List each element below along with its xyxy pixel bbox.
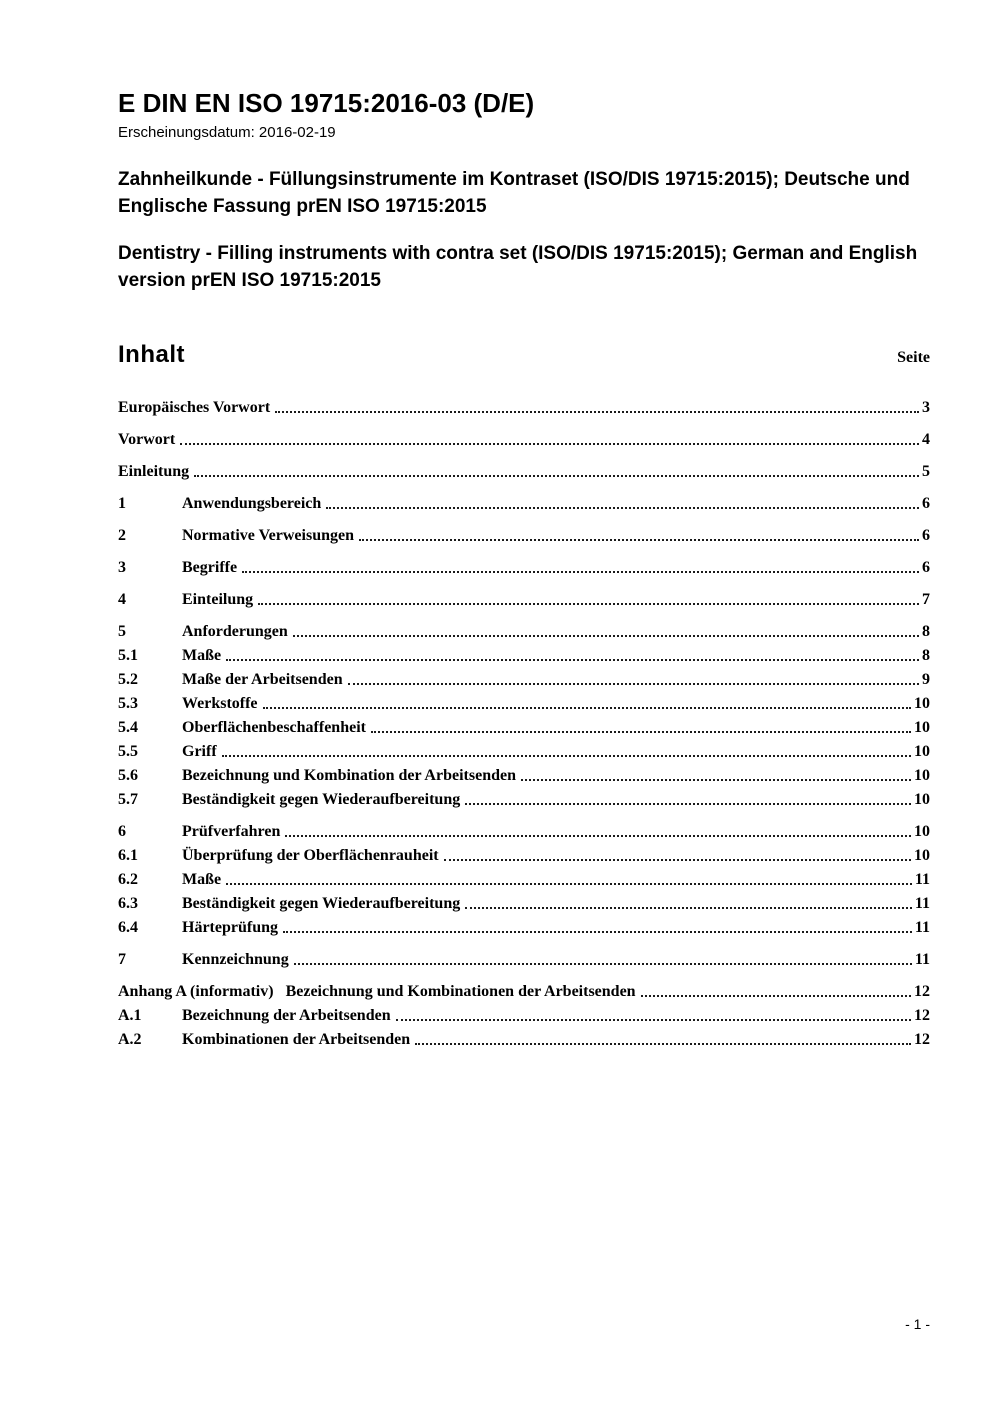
toc-entry-label: Anforderungen [182,622,288,640]
toc-entry-label: Griff [182,742,217,760]
title-german: Zahnheilkunde - Füllungsinstrumente im Kontraset (ISO/DIS 19715:2015); Deutsche und Englische Fassung prEN ISO 19715:2015 [118,169,910,217]
dot-leader [641,995,911,997]
dot-leader [283,931,912,933]
toc-entry-page: 10 [914,846,930,864]
toc-entry-label: Einleitung [118,462,190,480]
toc-entry-page: 11 [914,950,930,968]
dot-leader [194,475,919,477]
toc-entry-label: Maße der Arbeitsenden [182,670,343,688]
toc-entry-page: 11 [914,918,930,936]
toc-entry-page: 10 [914,718,930,736]
toc-entry-number: 5.2 [118,670,138,688]
toc-entry-page: 4 [922,430,930,448]
toc-list [118,399,930,1049]
dot-leader [465,907,912,909]
dot-leader [415,1043,911,1045]
toc-entry [118,871,930,889]
toc-entry-page: 10 [914,766,930,784]
page-content [118,0,930,1049]
toc-entry-label: Kennzeichnung [182,950,289,968]
toc-entry-page: 6 [922,558,930,576]
toc-entry [118,647,930,665]
toc-entry-number: Anhang A (informativ) [118,982,274,1000]
toc-entry-number: 6.3 [118,894,138,912]
toc-heading: Inhalt [118,340,185,368]
toc-entry-number: 5.6 [118,766,138,784]
dot-leader [396,1019,911,1021]
dot-leader [326,507,919,509]
toc-entry-label: Prüfverfahren [182,822,281,840]
toc-entry-page: 10 [914,694,930,712]
toc-entry-number: 5.7 [118,790,138,808]
toc-entry-page: 11 [914,870,930,888]
toc-entry-label: Oberflächenbeschaffenheit [182,718,366,736]
toc-entry [118,695,930,713]
publication-date: Erscheinungsdatum: 2016-02-19 [118,124,336,142]
dot-leader [180,443,919,445]
toc-entry-page: 8 [922,622,930,640]
toc-entry-label: Maße [182,870,222,888]
toc-entry-label: Bezeichnung und Kombinationen der Arbeitsenden [285,982,636,1000]
dot-leader [444,859,911,861]
toc-entry-page: 5 [922,462,930,480]
dot-leader [242,571,919,573]
toc-entry-number: 2 [118,526,126,544]
dot-leader [275,411,919,413]
toc-header [118,341,930,369]
toc-entry-label: Einteilung [182,590,254,608]
toc-entry-number: A.1 [118,1006,142,1024]
toc-entry-page: 7 [922,590,930,608]
toc-entry-label: Kombinationen der Arbeitsenden [182,1030,411,1048]
toc-entry-label: Europäisches Vorwort [118,398,271,416]
toc-entry [118,791,930,809]
toc-entry [118,823,930,841]
toc-entry-page: 11 [914,894,930,912]
toc-page-column-label: Seite [897,348,930,366]
dot-leader [285,835,911,837]
dot-leader [348,683,919,685]
toc-entry-label: Bezeichnung der Arbeitsenden [182,1006,391,1024]
toc-entry-number: 5.3 [118,694,138,712]
dot-leader [521,779,911,781]
toc-entry-page: 8 [922,646,930,664]
toc-entry-number: 1 [118,494,126,512]
toc-entry-number: A.2 [118,1030,142,1048]
dot-leader [258,603,919,605]
toc-entry-number: 5.1 [118,646,138,664]
toc-entry [118,559,930,577]
toc-entry-label: Werkstoffe [182,694,258,712]
toc-entry-label: Begriffe [182,558,238,576]
toc-entry [118,895,930,913]
toc-entry-label: Beständigkeit gegen Wiederaufbereitung [182,790,461,808]
toc-entry-page: 3 [922,398,930,416]
toc-entry-number: 6.1 [118,846,138,864]
toc-entry-label: Überprüfung der Oberflächenrauheit [182,846,439,864]
title-english: Dentistry - Filling instruments with contra set (ISO/DIS 19715:2015); German and English version prEN ISO 19715:2015 [118,243,918,291]
toc-entry [118,495,930,513]
toc-entry-label: Beständigkeit gegen Wiederaufbereitung [182,894,461,912]
toc-entry-label: Normative Verweisungen [182,526,354,544]
toc-entry [118,847,930,865]
toc-entry-number: 3 [118,558,126,576]
toc-entry-page: 10 [914,742,930,760]
toc-entry [118,983,930,1001]
toc-entry [118,1007,930,1025]
toc-entry [118,719,930,737]
toc-entry [118,919,930,937]
dot-leader [371,731,911,733]
toc-entry-label: Bezeichnung und Kombination der Arbeitsenden [182,766,516,784]
toc-entry-page: 9 [922,670,930,688]
toc-entry-label: Vorwort [118,430,176,448]
dot-leader [263,707,911,709]
toc-entry-label: Anwendungsbereich [182,494,322,512]
dot-leader [465,803,911,805]
toc-entry-number: 6.2 [118,870,138,888]
toc-entry [118,671,930,689]
toc-entry-page: 10 [914,790,930,808]
toc-entry-number: 5.5 [118,742,138,760]
toc-entry-page: 6 [922,526,930,544]
toc-entry [118,1031,930,1049]
toc-entry-label: Maße [182,646,222,664]
toc-entry-number: 7 [118,950,126,968]
toc-entry [118,743,930,761]
toc-entry-number: 5.4 [118,718,138,736]
page-number-indicator: - 1 - [905,1316,930,1332]
toc-entry [118,463,930,481]
toc-entry-number: 6 [118,822,126,840]
dot-leader [359,539,919,541]
toc-entry-page: 12 [914,1030,930,1048]
toc-entry [118,591,930,609]
document-title: E DIN EN ISO 19715:2016-03 (D/E) [118,88,535,118]
dot-leader [222,755,911,757]
toc-entry [118,767,930,785]
toc-entry [118,527,930,545]
toc-entry [118,399,930,417]
toc-entry-number: 6.4 [118,918,138,936]
toc-entry-page: 12 [914,1006,930,1024]
toc-entry-page: 10 [914,822,930,840]
dot-leader [294,963,912,965]
dot-leader [293,635,919,637]
toc-entry [118,431,930,449]
toc-entry-number: 4 [118,590,126,608]
toc-entry-page: 12 [914,982,930,1000]
toc-entry-number: 5 [118,622,126,640]
dot-leader [226,659,919,661]
toc-entry [118,623,930,641]
toc-entry-label: Härteprüfung [182,918,278,936]
dot-leader [226,883,912,885]
toc-entry [118,951,930,969]
toc-entry-page: 6 [922,494,930,512]
